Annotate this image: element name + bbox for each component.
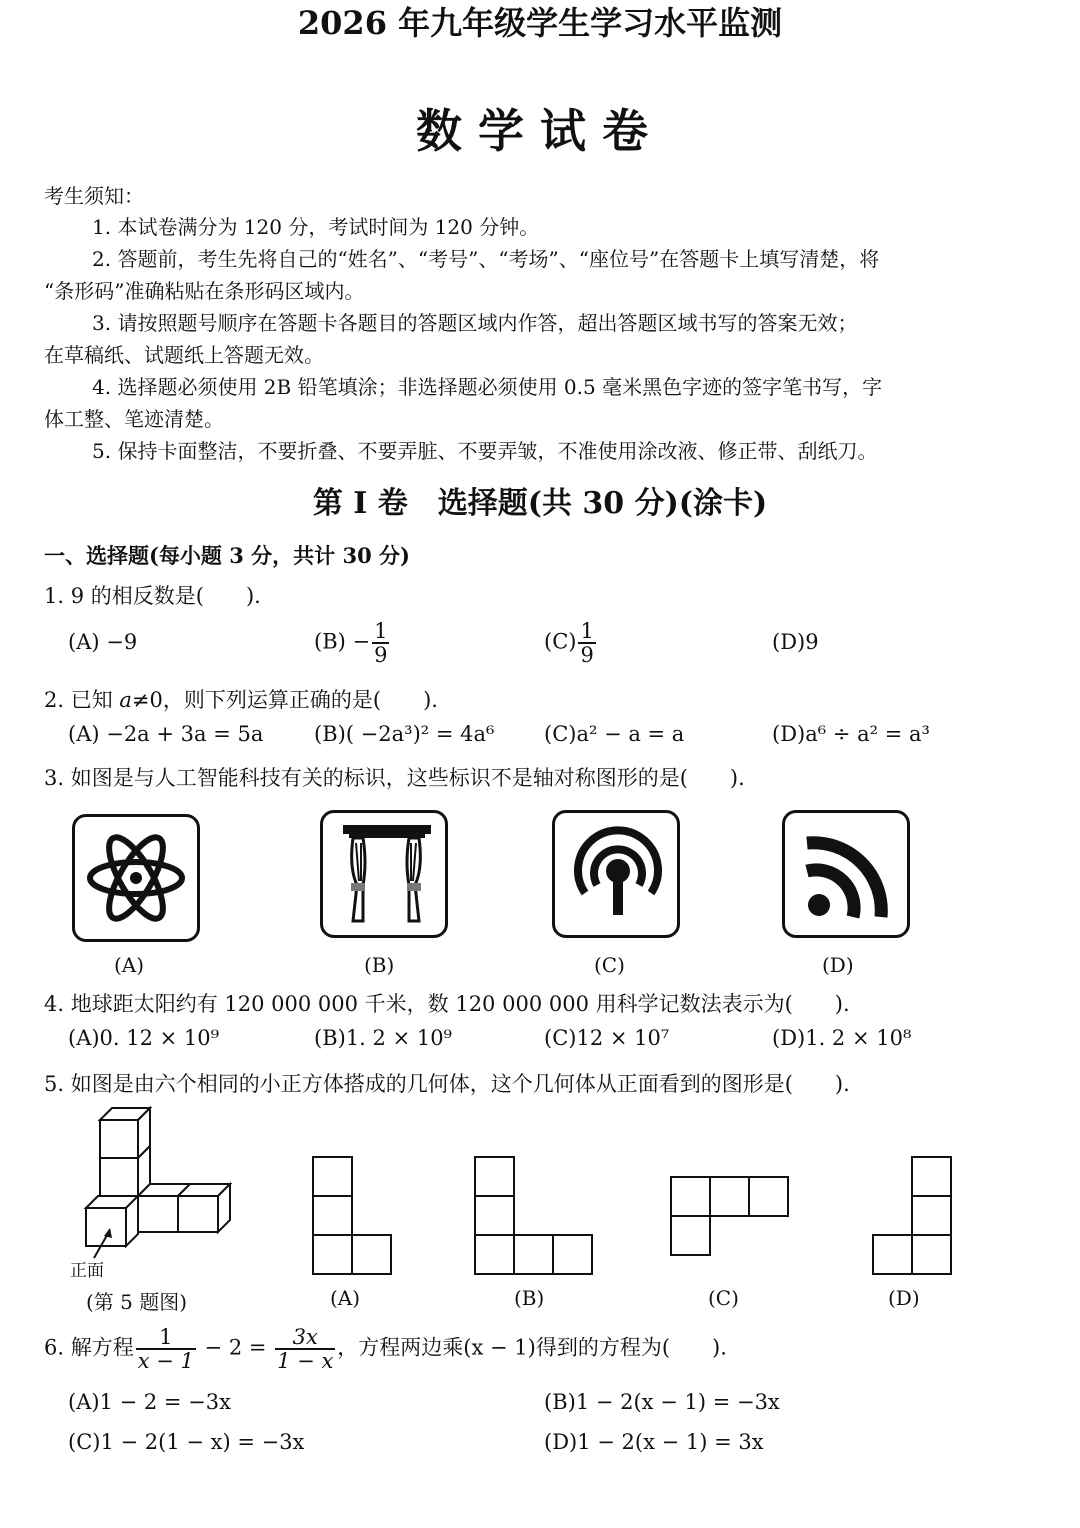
q5-label-d: (D) — [888, 1286, 920, 1310]
q5-option-c-figure — [670, 1176, 792, 1258]
q6-option-c: (C)1 − 2(1 − x) = −3x — [68, 1430, 305, 1454]
q2-stem: 2. 已知 a≠0，则下列运算正确的是( ). — [44, 688, 438, 712]
q2-option-b: (B)( −2a³)² = 4a⁶ — [314, 722, 495, 746]
notice-line-1: 1. 本试卷满分为 120 分，考试时间为 120 分钟。 — [92, 215, 540, 239]
notice-line-2: 2. 答题前，考生先将自己的“姓名”、“考号”、“考场”、“座位号”在答题卡上填写清楚，将 — [92, 247, 880, 271]
notice-line-2b: “条形码”准确粘贴在条形码区域内。 — [44, 279, 365, 303]
notice-line-3b: 在草稿纸、试题纸上答题无效。 — [44, 343, 324, 367]
q6-option-d: (D)1 − 2(x − 1) = 3x — [544, 1430, 764, 1454]
q4-option-a: (A)0. 12 × 10⁹ — [68, 1026, 220, 1050]
notice-line-4: 4. 选择题必须使用 2B 铅笔填涂；非选择题必须使用 0.5 毫米黑色字迹的签字笔书写，字 — [92, 375, 883, 399]
q4-option-d: (D)1. 2 × 10⁸ — [772, 1026, 912, 1050]
q1-option-b: (B) − $\frac{1}{9}$ — [314, 619, 388, 668]
q3-stem: 3. 如图是与人工智能科技有关的标识，这些标识不是轴对称图形的是( ). — [44, 766, 745, 790]
front-label: 正面 — [70, 1261, 104, 1281]
section-heading: 第 I 卷 选择题(共 30 分)(涂卡) — [312, 486, 768, 521]
cube-figure — [66, 1100, 246, 1280]
q3-label-a: (A) — [114, 953, 145, 977]
q5-figure-caption: (第 5 题图) — [86, 1290, 188, 1314]
q5-stem: 5. 如图是由六个相同的小正方体搭成的几何体，这个几何体从正面看到的图形是( ). — [44, 1072, 850, 1096]
q6-stem: 6. 解方程 $\frac{1}{x - 1}$ − 2 = $\frac{3x}{1 - x}$ ，方程两边乘(x − 1)得到的方程为( ). — [44, 1325, 727, 1374]
notice-line-5: 5. 保持卡面整洁，不要折叠、不要弄脏、不要弄皱，不准使用涂改液、修正带、刮纸刀。 — [92, 439, 878, 463]
notice-line-3: 3. 请按照题号顺序在答题卡各题目的答题区域内作答，超出答题区域书写的答案无效； — [92, 311, 858, 335]
q3-label-d: (D) — [822, 953, 854, 977]
exam-title: 2026 年九年级学生学习水平监测 — [297, 4, 783, 42]
part-heading: 一、选择题(每小题 3 分，共计 30 分) — [44, 543, 410, 568]
q5-option-d-figure — [872, 1156, 954, 1278]
atom-icon — [72, 814, 200, 942]
q1-stem: 1. 9 的相反数是( ). — [44, 584, 261, 608]
q1-option-a: (A) −9 — [68, 630, 138, 654]
q2-option-d: (D)a⁶ ÷ a² = a³ — [772, 722, 930, 746]
q4-option-c: (C)12 × 10⁷ — [544, 1026, 670, 1050]
subject-title: 数学试卷 — [416, 104, 664, 158]
q3-label-c: (C) — [594, 953, 625, 977]
q2-option-a: (A) −2a + 3a = 5a — [68, 722, 264, 746]
curtain-icon — [320, 810, 448, 938]
q5-option-b-figure — [474, 1156, 596, 1278]
q5-option-a-figure — [312, 1156, 394, 1278]
rss-feed-icon — [782, 810, 910, 938]
q6-option-a: (A)1 − 2 = −3x — [68, 1390, 231, 1414]
q4-option-b: (B)1. 2 × 10⁹ — [314, 1026, 452, 1050]
q4-stem: 4. 地球距太阳约有 120 000 000 千米，数 120 000 000 用科学记数法表示为( ). — [44, 992, 850, 1016]
notice-heading: 考生须知： — [44, 184, 144, 208]
q3-label-b: (B) — [364, 953, 395, 977]
q5-label-c: (C) — [708, 1286, 739, 1310]
notice-line-4b: 体工整、笔迹清楚。 — [44, 407, 224, 431]
q1-option-c: (C) $\frac{1}{9}$ — [544, 619, 594, 668]
q2-option-c: (C)a² − a = a — [544, 722, 685, 746]
q1-option-d: (D)9 — [772, 630, 819, 654]
q6-option-b: (B)1 − 2(x − 1) = −3x — [544, 1390, 780, 1414]
signal-tower-icon — [552, 810, 680, 938]
q5-label-a: (A) — [330, 1286, 361, 1310]
q5-label-b: (B) — [514, 1286, 545, 1310]
